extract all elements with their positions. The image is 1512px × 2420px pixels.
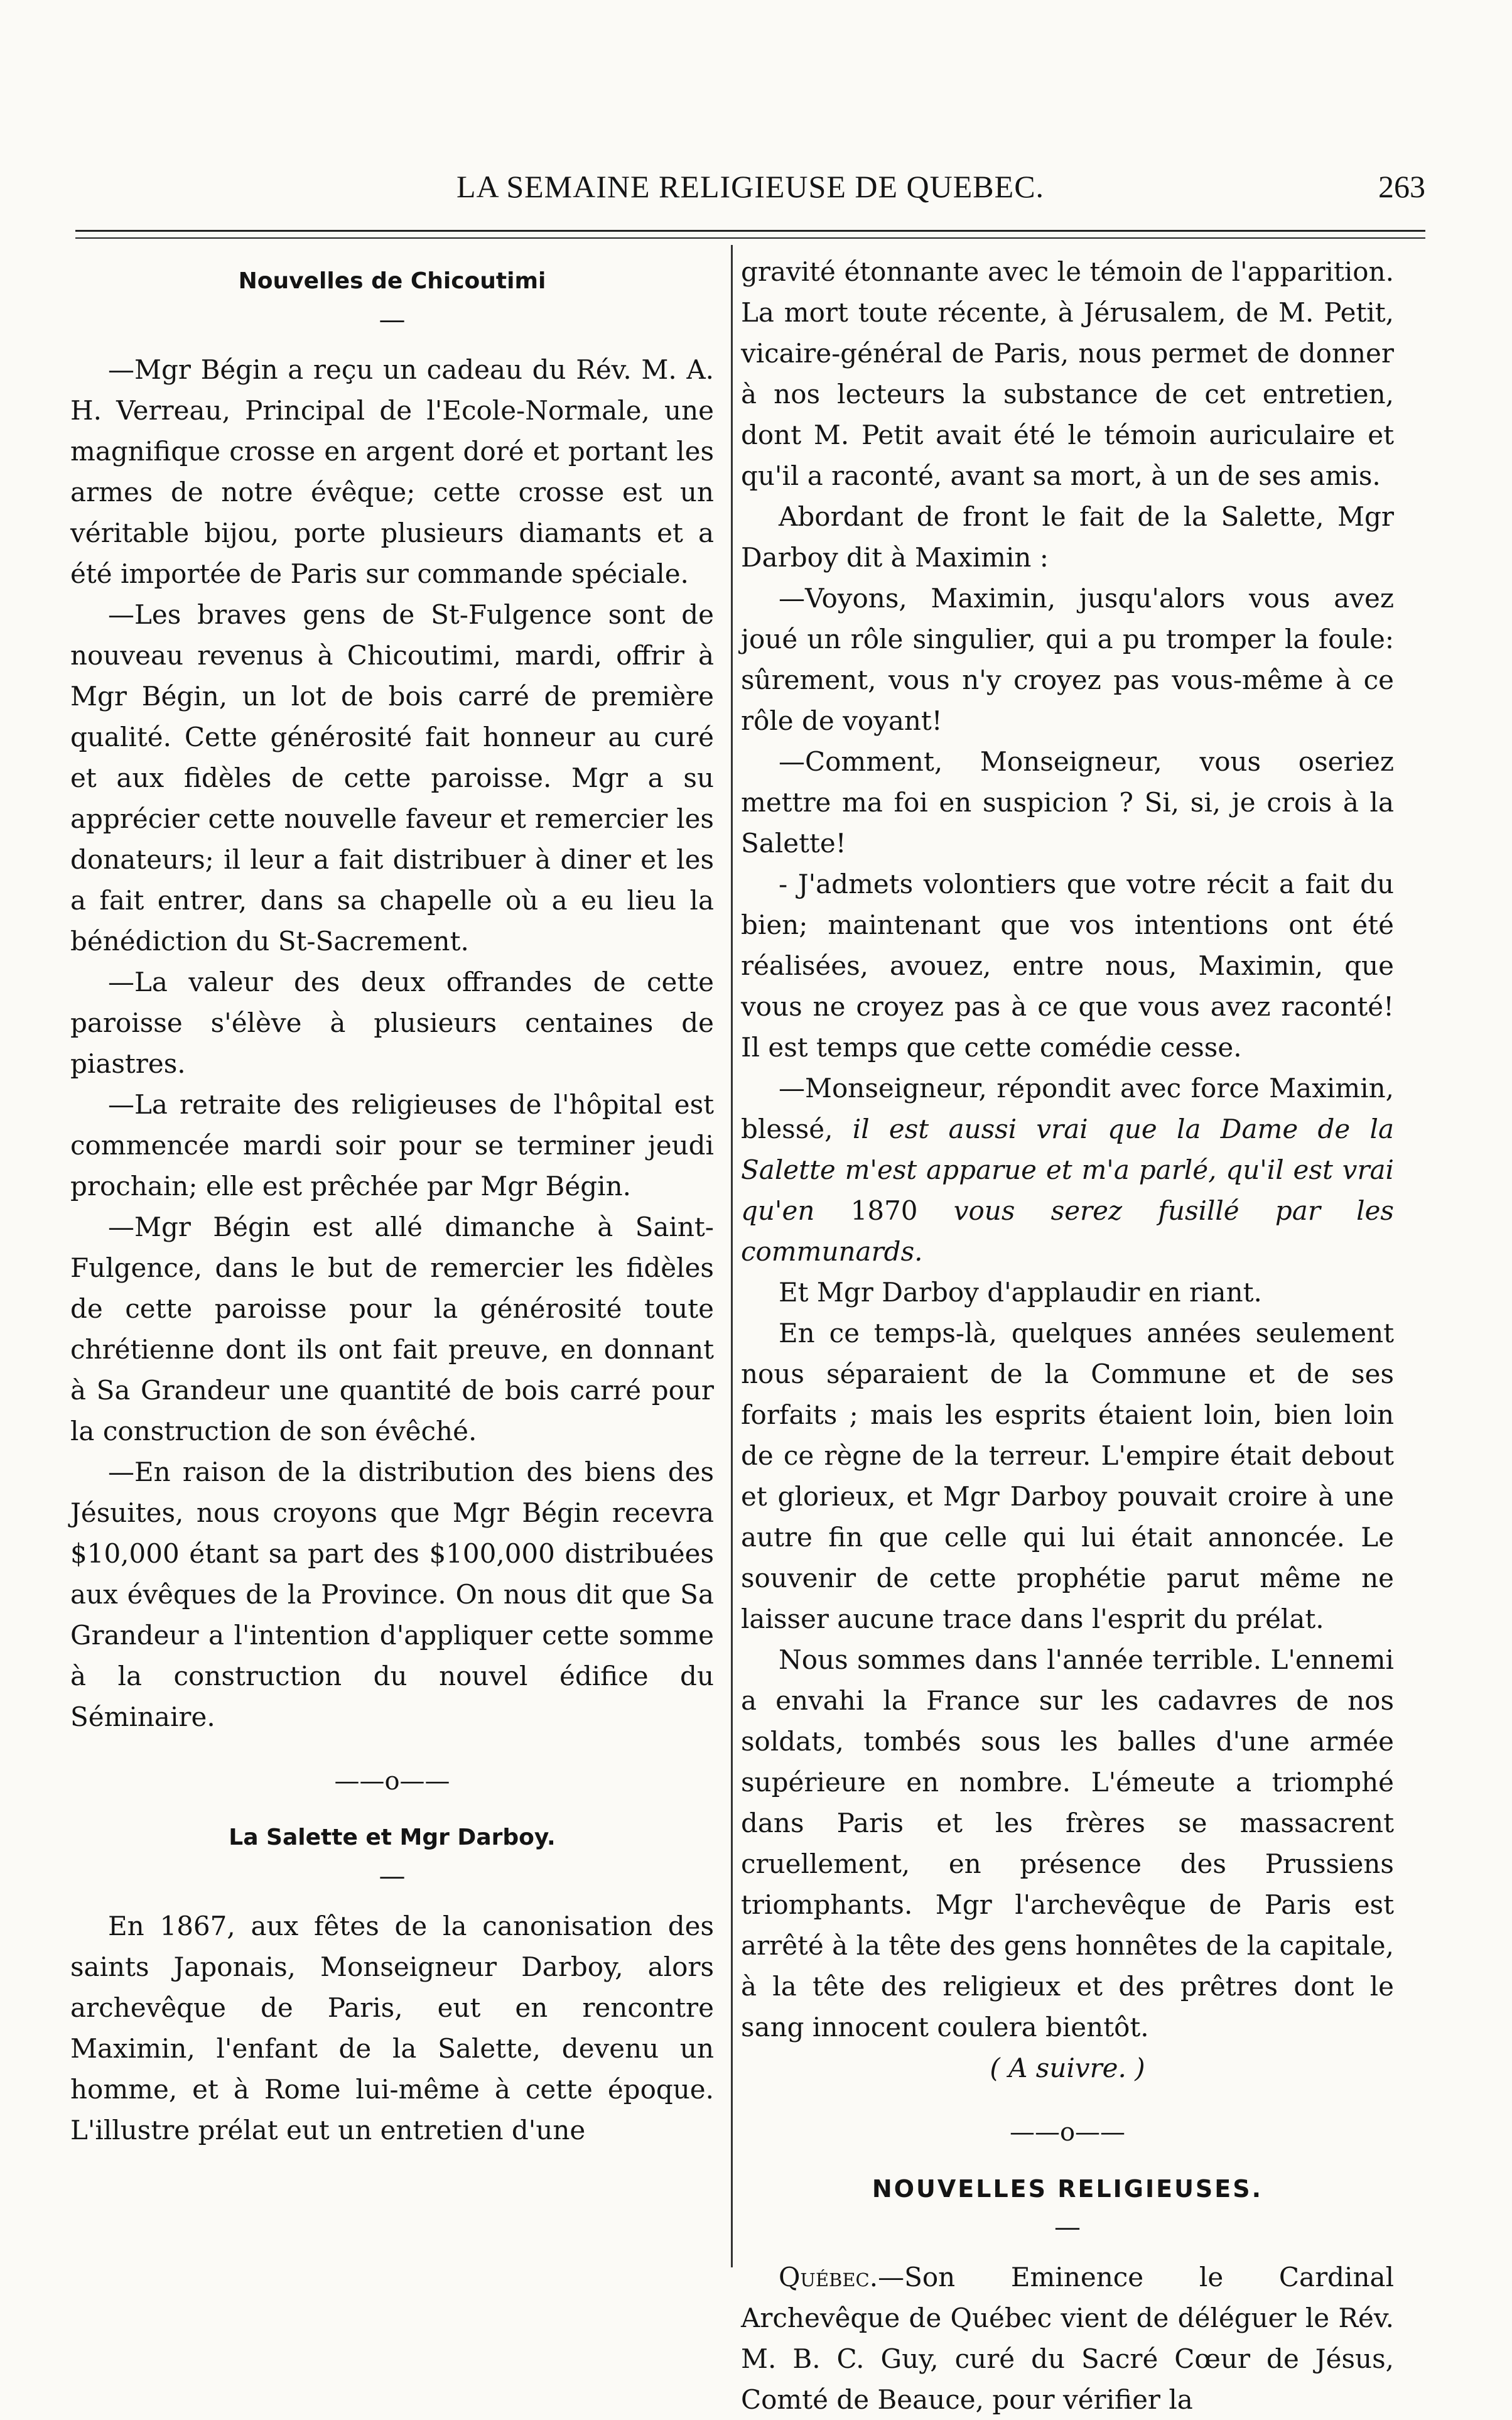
section-title-salette: La Salette et Mgr Darboy. xyxy=(229,1825,556,1850)
left-column xyxy=(70,251,714,2151)
section-dash: — xyxy=(1054,2211,1081,2242)
page-header xyxy=(75,168,1425,219)
section-dash: — xyxy=(379,304,406,335)
paragraph: gravité étonnante avec le témoin de l'apparition. La mort toute récente, à Jérusalem, de M. Petit, vicaire-général de Paris, nous permet de donner à nos lecteurs la substance de cet entretien, dont M. Petit avait été le témoin auriculaire et qu'il a raconté, avant sa mort, à un de ses amis. xyxy=(741,256,1394,491)
paragraph: En 1867, aux fêtes de la canonisation des saints Japonais, Monseigneur Darboy, alors archevêque de Paris, eut en rencontre Maximin, l'enfant de la Salette, devenu un homme, et à Rome lui-même à cette époque. L'illustre prélat eut un entretien d'une xyxy=(70,1911,714,2146)
paragraph: Et Mgr Darboy d'applaudir en riant. xyxy=(779,1277,1262,1308)
to-be-continued: ( A suivre. ) xyxy=(990,2053,1145,2083)
right-column xyxy=(741,251,1394,2420)
paragraph-text: —Son Eminence le Cardinal Archevêque de Québec vient de déléguer le Rév. M. B. C. Guy, curé du Sacré Cœur de Jésus, Comté de Beauce, pour vérifier la xyxy=(741,2262,1394,2415)
section-dash: — xyxy=(379,1860,406,1891)
dateline: Québec. xyxy=(779,2262,878,2292)
paragraph: En ce temps-là, quelques années seulement nous séparaient de la Commune et de ses forfaits ; mais les esprits étaient loin, bien loin de ce règne de la terreur. L'empire était debout et glorieux, et Mgr Darboy pouvait croire à une autre fin que celle qui lui était annoncée. Le souvenir de cette prophétie parut même ne laisser aucune trace dans l'esprit du prélat. xyxy=(741,1318,1394,1634)
prophecy-year: 1870 xyxy=(850,1195,918,1226)
paragraph: - J'admets volontiers que votre récit a fait du bien; maintenant que vos intentions ont été réalisées, avouez, entre nous, Maximin, que vous ne croyez pas à ce que vous avez raconté! Il est temps que cette comédie cesse. xyxy=(741,869,1394,1063)
section-title-chicoutimi: Nouvelles de Chicoutimi xyxy=(238,268,546,294)
page-number: 263 xyxy=(1378,169,1425,204)
paragraph: Abordant de front le fait de la Salette, Mgr Darboy dit à Maximin : xyxy=(741,501,1394,573)
paragraph: —Les braves gens de St-Fulgence sont de nouveau revenus à Chicoutimi, mardi, offrir à Mgr Bégin, un lot de bois carré de première qualité. Cette générosité fait honneur au curé et aux fidèles de cette paroisse. Mgr a su apprécier cette nouvelle faveur et remercier les donateurs; il leur a fait distribuer à diner et les a fait entrer, dans sa chapelle où a eu lieu la bénédiction du St-Sacrement. xyxy=(70,599,714,957)
paragraph: —Mgr Bégin a reçu un cadeau du Rév. M. A. H. Verreau, Principal de l'Ecole-Normale, une magnifique crosse en argent doré et portant les armes de notre évêque; cette crosse est un véritable bijou, porte plusieurs diamants et a été importée de Paris sur commande spéciale. xyxy=(70,354,714,589)
section-ornament: ——o—— xyxy=(1009,2118,1126,2147)
prophecy-italic-end: vous serez fusillé par les communards. xyxy=(741,1195,1394,1267)
running-title: LA SEMAINE RELIGIEUSE DE QUEBEC. xyxy=(456,169,1045,204)
paragraph: Nous sommes dans l'année terrible. L'ennemi a envahi la France sur les cadavres de nos soldats, tombés sous les balles d'une armée supérieure en nombre. L'émeute a triomphé dans Paris et les frères se massacrent cruellement, en présence des Prussiens triomphants. Mgr l'archevêque de Paris est arrêté à la tête des gens honnêtes de la capitale, à la tête des religieux et des prêtres dont le sang innocent coulera bientôt. xyxy=(741,1644,1394,2043)
paragraph-prophecy xyxy=(741,1068,1394,1272)
paragraph: —En raison de la distribution des biens des Jésuites, nous croyons que Mgr Bégin recevra $10,000 étant sa part des $100,000 distribuées aux évêques de la Province. On nous dit que Sa Grandeur a l'intention d'appliquer cette somme à la construction du nouvel édifice du Séminaire. xyxy=(70,1457,714,1732)
prophecy-italic: il est aussi vrai que la Dame de la Salette m'est apparue et m'a parlé, qu'il est vrai qu'en xyxy=(741,1114,1394,1226)
paragraph: —Mgr Bégin est allé dimanche à Saint-Fulgence, dans le but de remercier les fidèles de cette paroisse pour la générosité toute chrétienne dont ils ont fait preuve, en donnant à Sa Grandeur une quantité de bois carré pour la construction de son évêché. xyxy=(70,1212,714,1446)
header-rule xyxy=(75,230,1425,232)
section-title-nouvelles-religieuses: NOUVELLES RELIGIEUSES. xyxy=(872,2175,1263,2203)
paragraph: —Comment, Monseigneur, vous oseriez mettre ma foi en suspicion ? Si, si, je crois à la Salette! xyxy=(741,746,1394,859)
paragraph-quebec xyxy=(741,2257,1394,2420)
paragraph: —La retraite des religieuses de l'hôpital est commencée mardi soir pour se terminer jeudi prochain; elle est prêchée par Mgr Bégin. xyxy=(70,1089,714,1202)
paragraph: —La valeur des deux offrandes de cette paroisse s'élève à plusieurs centaines de piastres. xyxy=(70,967,714,1079)
paragraph: —Voyons, Maximin, jusqu'alors vous avez joué un rôle singulier, qui a pu tromper la foule: sûrement, vous n'y croyez pas vous-même à ce rôle de voyant! xyxy=(741,583,1394,736)
header-rule-thin xyxy=(75,237,1425,239)
column-divider xyxy=(731,245,733,2267)
section-ornament: ——o—— xyxy=(334,1767,450,1796)
prophecy-lead: —Monseigneur, répondit avec force Maximin, blessé, xyxy=(741,1073,1394,1144)
